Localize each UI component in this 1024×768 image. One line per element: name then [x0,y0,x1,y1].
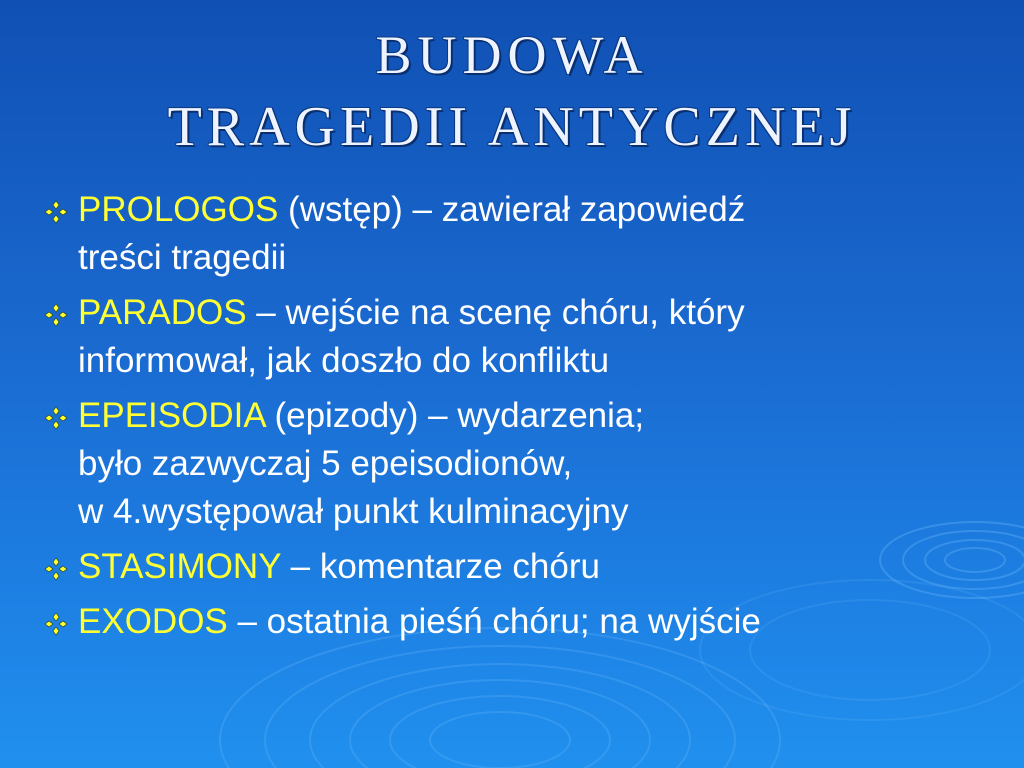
bullet-text-continuation: treści tragedii [78,238,287,277]
bullet-item-parados [44,289,994,385]
bullet-line [78,186,994,234]
term-label: EXODOS [78,602,228,641]
slide-title-line-1: BUDOWA [375,25,649,85]
bullet-item-epeisodia [44,392,994,536]
bullet-text-continuation: w 4.występował punkt kulminacyjny [78,492,629,531]
bullet-text: – ostatnia pieśń chóru; na wyjście [227,602,761,641]
bullet-text-continuation: było zazwyczaj 5 epeisodionów, [78,444,573,483]
bullet-line [78,543,994,591]
diamond-bullet-icon [44,303,68,327]
diamond-bullet-icon [44,200,68,224]
bullet-text: – wejście na scenę chóru, który [246,293,745,332]
diamond-bullet-icon [44,557,68,581]
bullet-text-continuation: informował, jak doszło do konfliktu [78,341,610,380]
bullet-list [44,186,994,653]
bullet-line [78,392,994,440]
bullet-text: – komentarze chóru [280,547,600,586]
diamond-bullet-icon [44,406,68,430]
bullet-item-exodos [44,598,994,646]
term-label: STASIMONY [78,547,281,586]
diamond-bullet-icon [44,612,68,636]
bullet-line [78,289,994,337]
term-label: PARADOS [78,293,247,332]
bullet-text: (epizody) – wydarzenia; [264,396,645,435]
bullet-text: (wstęp) – zawierał zapowiedź [278,190,746,229]
bullet-line [78,598,994,646]
term-label: EPEISODIA [78,396,265,435]
bullet-item-stasimony [44,543,994,591]
term-label: PROLOGOS [78,190,279,229]
bullet-item-prologos [44,186,994,282]
slide-title-line-2: TRAGEDII ANTYCZNEJ [167,96,857,158]
